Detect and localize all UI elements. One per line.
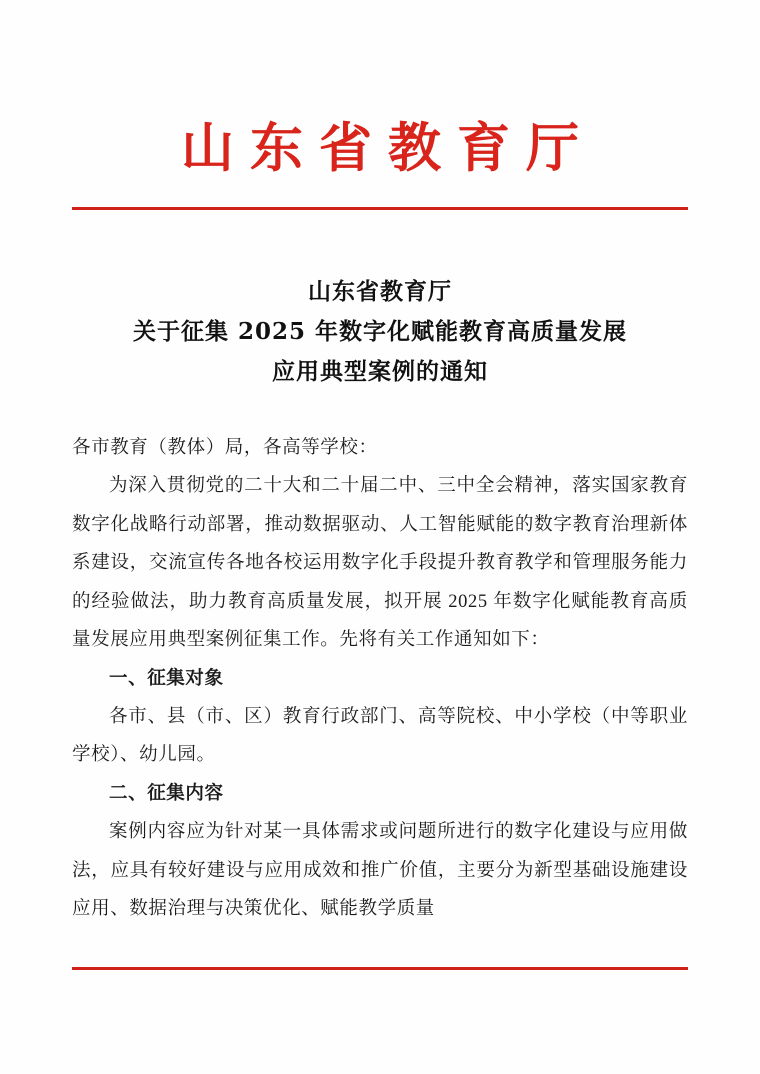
document-title bbox=[72, 272, 688, 393]
salutation: 各市教育（教体）局，各高等学校： bbox=[72, 437, 378, 458]
body-paragraph-1: 为深入贯彻党的二十大和二十届二中、三中全会精神，落实国家教育数字化战略行动部署，推动数据驱动、人工智能赋能的数字教育治理新体系建设，交流宣传各地各校运用数字化手段提升教育教学和管理服务能力的经验做法，助力教育高质量发展，拟开展 2025 年数字化赋能教育高质量发展应用典型案例征集工作。先将有关工作通知如下： bbox=[72, 476, 688, 651]
footer-divider bbox=[72, 967, 688, 970]
document-title-line-2: 关于征集 2025 年数字化赋能教育高质量发展 bbox=[132, 318, 628, 346]
document-title-line-1: 山东省教育厅 bbox=[308, 277, 452, 305]
letterhead-divider bbox=[72, 207, 688, 210]
section-text-2: 案例内容应为针对某一具体需求或问题所进行的数字化建设与应用做法，应具有较好建设与应用成效和推广价值，主要分为新型基础设施建设应用、数据治理与决策优化、赋能教学质量 bbox=[72, 822, 688, 920]
document-title-line-3: 应用典型案例的通知 bbox=[272, 358, 488, 386]
letterhead-organization: 山东省教育厅 bbox=[181, 117, 595, 179]
section-text-1: 各市、县（市、区）教育行政部门、高等院校、中小学校（中等职业学校）、幼儿园。 bbox=[72, 706, 688, 766]
document-body bbox=[72, 429, 688, 929]
section-heading-2: 二、征集内容 bbox=[109, 782, 224, 804]
section-heading-1: 一、征集对象 bbox=[109, 667, 224, 689]
letterhead bbox=[72, 0, 688, 210]
